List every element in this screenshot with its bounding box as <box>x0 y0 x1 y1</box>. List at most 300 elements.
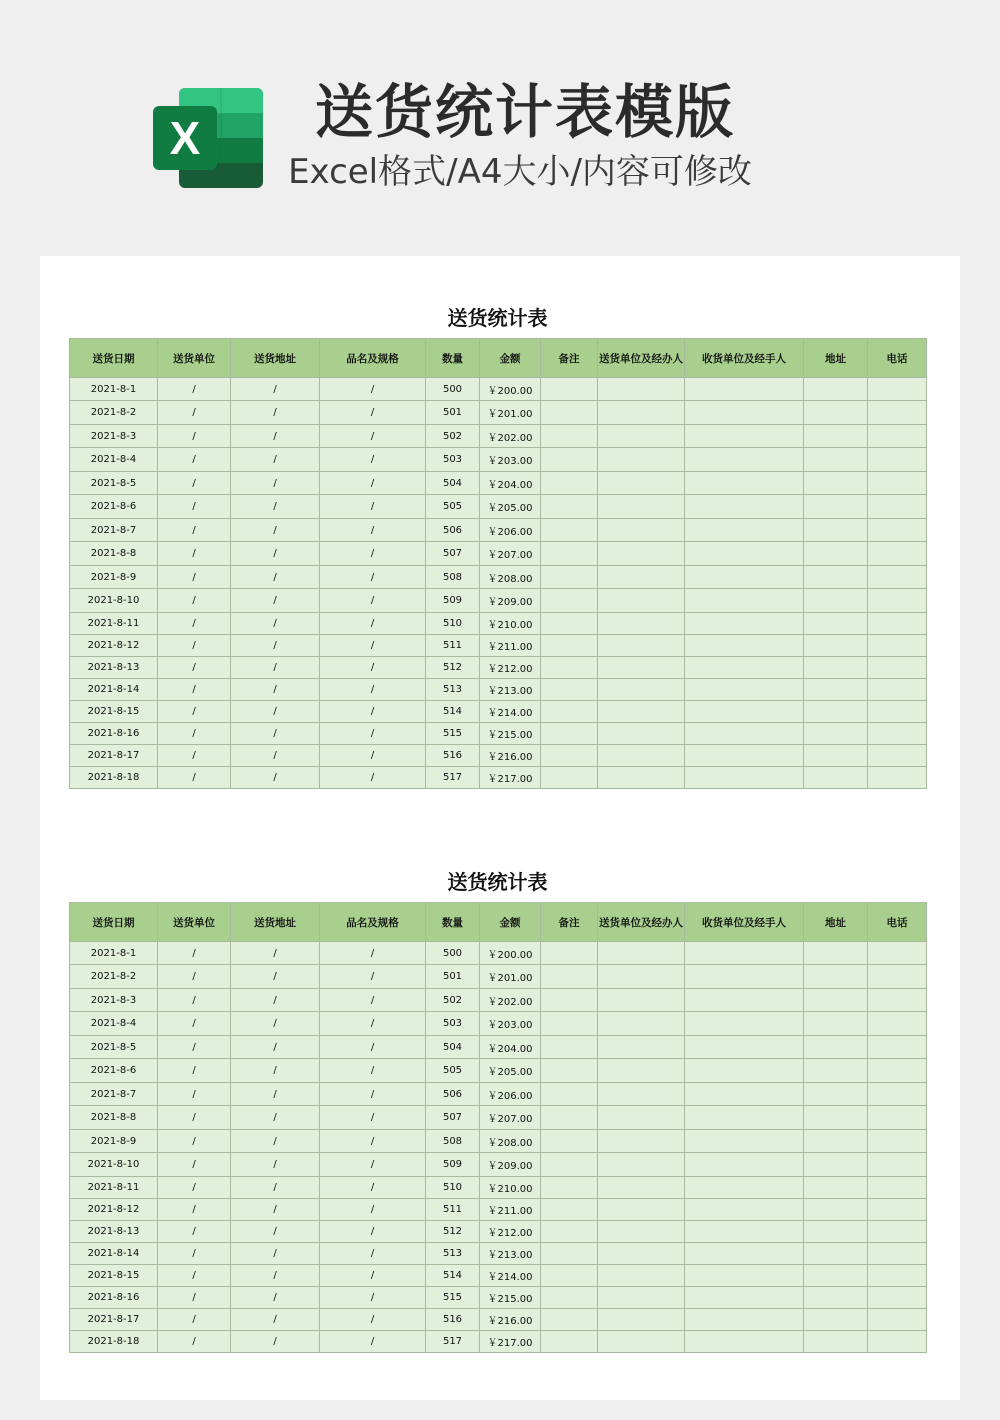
table-cell[interactable]: 2021-8-12 <box>70 1199 158 1221</box>
table-cell[interactable]: / <box>158 566 231 589</box>
table-cell[interactable]: ￥200.00 <box>480 378 541 401</box>
table-cell[interactable]: / <box>320 635 426 657</box>
table-cell[interactable]: / <box>158 1243 231 1265</box>
table-cell[interactable] <box>868 635 927 657</box>
table-cell[interactable]: ￥206.00 <box>480 519 541 542</box>
table-cell[interactable] <box>868 1221 927 1243</box>
table-cell[interactable] <box>541 657 598 679</box>
table-cell[interactable] <box>804 1130 868 1153</box>
table-cell[interactable] <box>804 1287 868 1309</box>
table-cell[interactable]: / <box>158 657 231 679</box>
table-cell[interactable] <box>804 1265 868 1287</box>
table-cell[interactable]: 2021-8-16 <box>70 1287 158 1309</box>
table-cell[interactable]: 508 <box>426 1130 480 1153</box>
table-cell[interactable]: / <box>158 1106 231 1130</box>
table-cell[interactable] <box>868 1130 927 1153</box>
table-cell[interactable]: / <box>158 401 231 425</box>
table-cell[interactable] <box>868 1153 927 1177</box>
table-cell[interactable]: / <box>320 1130 426 1153</box>
table-cell[interactable]: / <box>231 1036 320 1059</box>
table-cell[interactable]: / <box>320 566 426 589</box>
table-cell[interactable]: / <box>320 1265 426 1287</box>
table-cell[interactable] <box>541 701 598 723</box>
table-cell[interactable] <box>598 1106 685 1130</box>
table-cell[interactable]: 2021-8-10 <box>70 1153 158 1177</box>
table-cell[interactable] <box>685 767 804 789</box>
table-cell[interactable] <box>868 1243 927 1265</box>
table-cell[interactable]: 502 <box>426 989 480 1012</box>
table-cell[interactable]: / <box>320 679 426 701</box>
table-cell[interactable] <box>685 1243 804 1265</box>
table-cell[interactable]: 2021-8-11 <box>70 1177 158 1199</box>
table-cell[interactable]: / <box>158 679 231 701</box>
table-cell[interactable] <box>868 1309 927 1331</box>
table-cell[interactable] <box>685 1153 804 1177</box>
table-cell[interactable] <box>598 1036 685 1059</box>
table-cell[interactable] <box>541 566 598 589</box>
table-cell[interactable]: 505 <box>426 495 480 519</box>
table-cell[interactable] <box>685 378 804 401</box>
table-cell[interactable] <box>685 1059 804 1083</box>
table-cell[interactable]: 2021-8-13 <box>70 1221 158 1243</box>
table-cell[interactable] <box>541 1012 598 1036</box>
table-cell[interactable] <box>868 942 927 965</box>
table-cell[interactable] <box>868 542 927 566</box>
table-cell[interactable] <box>541 1177 598 1199</box>
table-cell[interactable] <box>868 1177 927 1199</box>
table-cell[interactable]: ￥214.00 <box>480 701 541 723</box>
table-cell[interactable] <box>868 566 927 589</box>
table-cell[interactable] <box>868 519 927 542</box>
table-cell[interactable] <box>685 1177 804 1199</box>
table-cell[interactable] <box>868 448 927 472</box>
table-cell[interactable]: ￥209.00 <box>480 589 541 613</box>
table-cell[interactable] <box>598 401 685 425</box>
table-cell[interactable] <box>541 425 598 448</box>
table-cell[interactable] <box>598 519 685 542</box>
table-cell[interactable] <box>868 1012 927 1036</box>
table-cell[interactable]: ￥216.00 <box>480 745 541 767</box>
table-cell[interactable]: / <box>231 425 320 448</box>
table-cell[interactable]: / <box>158 1309 231 1331</box>
table-cell[interactable] <box>685 519 804 542</box>
table-cell[interactable]: / <box>320 1309 426 1331</box>
table-cell[interactable]: 2021-8-6 <box>70 495 158 519</box>
table-cell[interactable]: 2021-8-11 <box>70 613 158 635</box>
table-cell[interactable]: 2021-8-3 <box>70 425 158 448</box>
table-cell[interactable]: / <box>231 589 320 613</box>
table-cell[interactable]: / <box>231 566 320 589</box>
table-cell[interactable] <box>804 1309 868 1331</box>
table-cell[interactable] <box>804 965 868 989</box>
table-cell[interactable]: 512 <box>426 1221 480 1243</box>
table-cell[interactable] <box>868 495 927 519</box>
table-cell[interactable]: / <box>320 472 426 495</box>
table-cell[interactable]: / <box>231 635 320 657</box>
table-cell[interactable]: ￥217.00 <box>480 1331 541 1353</box>
table-cell[interactable] <box>804 1153 868 1177</box>
table-cell[interactable]: 503 <box>426 1012 480 1036</box>
table-cell[interactable]: / <box>320 1083 426 1106</box>
table-cell[interactable] <box>541 723 598 745</box>
table-cell[interactable] <box>685 425 804 448</box>
table-cell[interactable] <box>598 495 685 519</box>
table-cell[interactable]: ￥210.00 <box>480 1177 541 1199</box>
table-cell[interactable] <box>685 723 804 745</box>
table-cell[interactable]: 514 <box>426 1265 480 1287</box>
table-cell[interactable]: / <box>158 613 231 635</box>
table-cell[interactable] <box>804 1331 868 1353</box>
table-cell[interactable] <box>541 1221 598 1243</box>
table-cell[interactable] <box>598 448 685 472</box>
table-cell[interactable]: / <box>320 1106 426 1130</box>
table-cell[interactable] <box>541 989 598 1012</box>
table-cell[interactable] <box>685 745 804 767</box>
table-cell[interactable] <box>868 378 927 401</box>
table-cell[interactable]: / <box>231 1221 320 1243</box>
table-cell[interactable]: ￥213.00 <box>480 1243 541 1265</box>
table-cell[interactable] <box>804 1177 868 1199</box>
table-cell[interactable]: ￥205.00 <box>480 1059 541 1083</box>
table-cell[interactable]: / <box>231 1153 320 1177</box>
table-cell[interactable] <box>598 1012 685 1036</box>
table-cell[interactable]: ￥211.00 <box>480 635 541 657</box>
table-cell[interactable]: / <box>231 1243 320 1265</box>
table-cell[interactable]: ￥212.00 <box>480 657 541 679</box>
table-cell[interactable] <box>868 701 927 723</box>
table-cell[interactable] <box>868 723 927 745</box>
table-cell[interactable] <box>804 767 868 789</box>
table-cell[interactable] <box>868 679 927 701</box>
table-cell[interactable]: / <box>158 495 231 519</box>
table-cell[interactable]: / <box>320 1153 426 1177</box>
table-cell[interactable]: 2021-8-10 <box>70 589 158 613</box>
table-cell[interactable] <box>685 989 804 1012</box>
table-cell[interactable]: 2021-8-4 <box>70 1012 158 1036</box>
table-cell[interactable]: / <box>320 1243 426 1265</box>
table-cell[interactable] <box>598 1130 685 1153</box>
table-cell[interactable]: / <box>158 472 231 495</box>
table-cell[interactable]: 2021-8-8 <box>70 1106 158 1130</box>
table-cell[interactable] <box>685 566 804 589</box>
table-cell[interactable] <box>598 942 685 965</box>
table-cell[interactable]: / <box>231 1265 320 1287</box>
table-cell[interactable] <box>598 701 685 723</box>
table-cell[interactable] <box>685 448 804 472</box>
table-cell[interactable]: 2021-8-9 <box>70 566 158 589</box>
table-cell[interactable] <box>541 1153 598 1177</box>
table-cell[interactable]: / <box>231 1309 320 1331</box>
table-cell[interactable] <box>541 613 598 635</box>
table-cell[interactable] <box>804 448 868 472</box>
table-cell[interactable] <box>598 989 685 1012</box>
table-cell[interactable] <box>685 401 804 425</box>
table-cell[interactable]: 2021-8-7 <box>70 519 158 542</box>
table-cell[interactable]: / <box>158 745 231 767</box>
table-cell[interactable]: 516 <box>426 745 480 767</box>
table-cell[interactable] <box>598 1309 685 1331</box>
table-cell[interactable]: / <box>320 767 426 789</box>
table-cell[interactable] <box>804 942 868 965</box>
table-cell[interactable]: 2021-8-2 <box>70 965 158 989</box>
table-cell[interactable]: ￥211.00 <box>480 1199 541 1221</box>
table-cell[interactable]: 509 <box>426 589 480 613</box>
table-cell[interactable]: ￥204.00 <box>480 472 541 495</box>
table-cell[interactable]: / <box>320 401 426 425</box>
table-cell[interactable]: / <box>320 425 426 448</box>
table-cell[interactable]: 502 <box>426 425 480 448</box>
table-cell[interactable]: / <box>158 542 231 566</box>
table-cell[interactable]: / <box>158 1036 231 1059</box>
table-cell[interactable]: / <box>231 1331 320 1353</box>
table-cell[interactable] <box>685 942 804 965</box>
table-cell[interactable] <box>541 1331 598 1353</box>
table-cell[interactable]: 517 <box>426 1331 480 1353</box>
table-cell[interactable] <box>868 1106 927 1130</box>
table-cell[interactable]: 2021-8-9 <box>70 1130 158 1153</box>
table-cell[interactable]: / <box>320 1036 426 1059</box>
table-cell[interactable] <box>685 965 804 989</box>
table-cell[interactable] <box>598 378 685 401</box>
table-cell[interactable]: / <box>320 448 426 472</box>
table-cell[interactable]: 2021-8-3 <box>70 989 158 1012</box>
table-cell[interactable]: / <box>320 657 426 679</box>
table-cell[interactable]: 505 <box>426 1059 480 1083</box>
table-cell[interactable]: / <box>231 657 320 679</box>
table-cell[interactable]: 510 <box>426 1177 480 1199</box>
table-cell[interactable] <box>685 1265 804 1287</box>
table-cell[interactable]: / <box>158 723 231 745</box>
table-cell[interactable]: 2021-8-15 <box>70 1265 158 1287</box>
table-cell[interactable] <box>868 425 927 448</box>
table-cell[interactable]: 500 <box>426 942 480 965</box>
table-cell[interactable]: 2021-8-2 <box>70 401 158 425</box>
table-cell[interactable]: / <box>231 942 320 965</box>
table-cell[interactable] <box>598 1287 685 1309</box>
table-cell[interactable] <box>804 1243 868 1265</box>
table-cell[interactable] <box>804 495 868 519</box>
table-cell[interactable] <box>804 701 868 723</box>
table-cell[interactable] <box>541 1265 598 1287</box>
table-cell[interactable]: / <box>320 1012 426 1036</box>
table-cell[interactable]: / <box>231 1012 320 1036</box>
table-cell[interactable]: ￥217.00 <box>480 767 541 789</box>
table-cell[interactable]: 510 <box>426 613 480 635</box>
table-cell[interactable] <box>541 635 598 657</box>
table-cell[interactable]: / <box>158 589 231 613</box>
table-cell[interactable] <box>598 723 685 745</box>
table-cell[interactable]: / <box>231 679 320 701</box>
table-cell[interactable] <box>685 1287 804 1309</box>
table-cell[interactable] <box>685 1036 804 1059</box>
table-cell[interactable] <box>541 679 598 701</box>
table-cell[interactable] <box>868 657 927 679</box>
table-cell[interactable]: 516 <box>426 1309 480 1331</box>
table-cell[interactable]: / <box>158 635 231 657</box>
table-cell[interactable]: 2021-8-17 <box>70 1309 158 1331</box>
table-cell[interactable] <box>868 745 927 767</box>
table-cell[interactable]: ￥215.00 <box>480 723 541 745</box>
table-cell[interactable] <box>868 1036 927 1059</box>
table-cell[interactable]: 506 <box>426 1083 480 1106</box>
table-cell[interactable]: / <box>158 1331 231 1353</box>
table-cell[interactable]: ￥201.00 <box>480 965 541 989</box>
table-cell[interactable] <box>598 679 685 701</box>
table-cell[interactable]: 2021-8-17 <box>70 745 158 767</box>
table-cell[interactable]: / <box>158 965 231 989</box>
table-cell[interactable]: 2021-8-8 <box>70 542 158 566</box>
table-cell[interactable] <box>804 425 868 448</box>
table-cell[interactable]: ￥216.00 <box>480 1309 541 1331</box>
table-cell[interactable] <box>685 657 804 679</box>
table-cell[interactable] <box>804 723 868 745</box>
table-cell[interactable] <box>541 1287 598 1309</box>
table-cell[interactable]: 2021-8-1 <box>70 378 158 401</box>
table-cell[interactable]: ￥215.00 <box>480 1287 541 1309</box>
table-cell[interactable]: 2021-8-7 <box>70 1083 158 1106</box>
table-cell[interactable] <box>541 1059 598 1083</box>
table-cell[interactable] <box>804 566 868 589</box>
table-cell[interactable]: 512 <box>426 657 480 679</box>
table-cell[interactable] <box>868 401 927 425</box>
table-cell[interactable]: / <box>158 1083 231 1106</box>
table-cell[interactable] <box>685 472 804 495</box>
table-cell[interactable]: / <box>320 1177 426 1199</box>
table-cell[interactable]: / <box>320 745 426 767</box>
table-cell[interactable]: 2021-8-5 <box>70 1036 158 1059</box>
table-cell[interactable]: / <box>231 989 320 1012</box>
table-cell[interactable]: 515 <box>426 1287 480 1309</box>
table-cell[interactable] <box>598 1221 685 1243</box>
table-cell[interactable]: 2021-8-13 <box>70 657 158 679</box>
table-cell[interactable]: / <box>320 495 426 519</box>
table-cell[interactable]: / <box>158 448 231 472</box>
table-cell[interactable] <box>868 1199 927 1221</box>
table-cell[interactable]: / <box>158 519 231 542</box>
table-cell[interactable] <box>868 1083 927 1106</box>
table-cell[interactable]: ￥209.00 <box>480 1153 541 1177</box>
table-cell[interactable]: 2021-8-18 <box>70 767 158 789</box>
table-cell[interactable] <box>804 613 868 635</box>
table-cell[interactable]: / <box>231 401 320 425</box>
table-cell[interactable]: 511 <box>426 635 480 657</box>
table-cell[interactable]: / <box>320 589 426 613</box>
table-cell[interactable]: / <box>320 1199 426 1221</box>
table-cell[interactable] <box>804 542 868 566</box>
table-cell[interactable]: / <box>320 965 426 989</box>
table-cell[interactable] <box>685 1130 804 1153</box>
table-cell[interactable] <box>685 1199 804 1221</box>
table-cell[interactable]: ￥212.00 <box>480 1221 541 1243</box>
table-cell[interactable]: / <box>231 1130 320 1153</box>
table-cell[interactable] <box>598 1059 685 1083</box>
table-cell[interactable]: / <box>158 1130 231 1153</box>
table-cell[interactable] <box>685 495 804 519</box>
table-cell[interactable]: / <box>320 942 426 965</box>
table-cell[interactable]: / <box>231 745 320 767</box>
table-cell[interactable] <box>541 1036 598 1059</box>
table-cell[interactable] <box>804 1106 868 1130</box>
table-cell[interactable] <box>598 1153 685 1177</box>
table-cell[interactable]: / <box>158 1153 231 1177</box>
table-cell[interactable]: 507 <box>426 542 480 566</box>
table-cell[interactable]: / <box>158 1177 231 1199</box>
table-cell[interactable]: ￥214.00 <box>480 1265 541 1287</box>
table-cell[interactable]: / <box>231 378 320 401</box>
table-cell[interactable]: 513 <box>426 1243 480 1265</box>
table-cell[interactable] <box>541 1130 598 1153</box>
table-cell[interactable] <box>868 1287 927 1309</box>
table-cell[interactable] <box>598 566 685 589</box>
table-cell[interactable] <box>598 657 685 679</box>
table-cell[interactable] <box>541 965 598 989</box>
table-cell[interactable]: / <box>231 472 320 495</box>
table-cell[interactable] <box>598 1083 685 1106</box>
table-cell[interactable]: / <box>231 767 320 789</box>
table-cell[interactable]: / <box>158 989 231 1012</box>
table-cell[interactable]: 2021-8-5 <box>70 472 158 495</box>
table-cell[interactable] <box>541 1083 598 1106</box>
table-cell[interactable]: ￥207.00 <box>480 542 541 566</box>
table-cell[interactable]: 511 <box>426 1199 480 1221</box>
table-cell[interactable] <box>685 613 804 635</box>
table-cell[interactable] <box>804 657 868 679</box>
table-cell[interactable] <box>804 989 868 1012</box>
table-cell[interactable]: / <box>158 425 231 448</box>
table-cell[interactable]: ￥205.00 <box>480 495 541 519</box>
table-cell[interactable]: / <box>231 1059 320 1083</box>
table-cell[interactable]: ￥202.00 <box>480 989 541 1012</box>
table-cell[interactable] <box>598 613 685 635</box>
table-cell[interactable]: / <box>231 1287 320 1309</box>
table-cell[interactable] <box>804 1221 868 1243</box>
table-cell[interactable]: 509 <box>426 1153 480 1177</box>
table-cell[interactable] <box>685 1083 804 1106</box>
table-cell[interactable]: / <box>158 701 231 723</box>
table-cell[interactable] <box>804 401 868 425</box>
table-cell[interactable]: / <box>231 1177 320 1199</box>
table-cell[interactable]: / <box>231 965 320 989</box>
table-cell[interactable] <box>598 1265 685 1287</box>
table-cell[interactable]: / <box>158 378 231 401</box>
table-cell[interactable] <box>541 401 598 425</box>
table-cell[interactable] <box>541 378 598 401</box>
table-cell[interactable] <box>868 965 927 989</box>
table-cell[interactable]: / <box>158 1265 231 1287</box>
table-cell[interactable] <box>685 679 804 701</box>
table-cell[interactable]: / <box>231 701 320 723</box>
table-cell[interactable]: / <box>320 1331 426 1353</box>
table-cell[interactable] <box>541 589 598 613</box>
table-cell[interactable]: 501 <box>426 401 480 425</box>
table-cell[interactable] <box>541 1106 598 1130</box>
table-cell[interactable] <box>685 589 804 613</box>
table-cell[interactable] <box>804 1083 868 1106</box>
table-cell[interactable] <box>598 965 685 989</box>
table-cell[interactable]: 2021-8-12 <box>70 635 158 657</box>
table-cell[interactable] <box>868 472 927 495</box>
table-cell[interactable] <box>598 1177 685 1199</box>
table-cell[interactable] <box>868 767 927 789</box>
table-cell[interactable]: / <box>320 989 426 1012</box>
table-cell[interactable]: 503 <box>426 448 480 472</box>
table-cell[interactable] <box>804 745 868 767</box>
table-cell[interactable]: 2021-8-4 <box>70 448 158 472</box>
table-cell[interactable]: 2021-8-1 <box>70 942 158 965</box>
table-cell[interactable]: 507 <box>426 1106 480 1130</box>
table-cell[interactable]: ￥203.00 <box>480 1012 541 1036</box>
table-cell[interactable]: 515 <box>426 723 480 745</box>
